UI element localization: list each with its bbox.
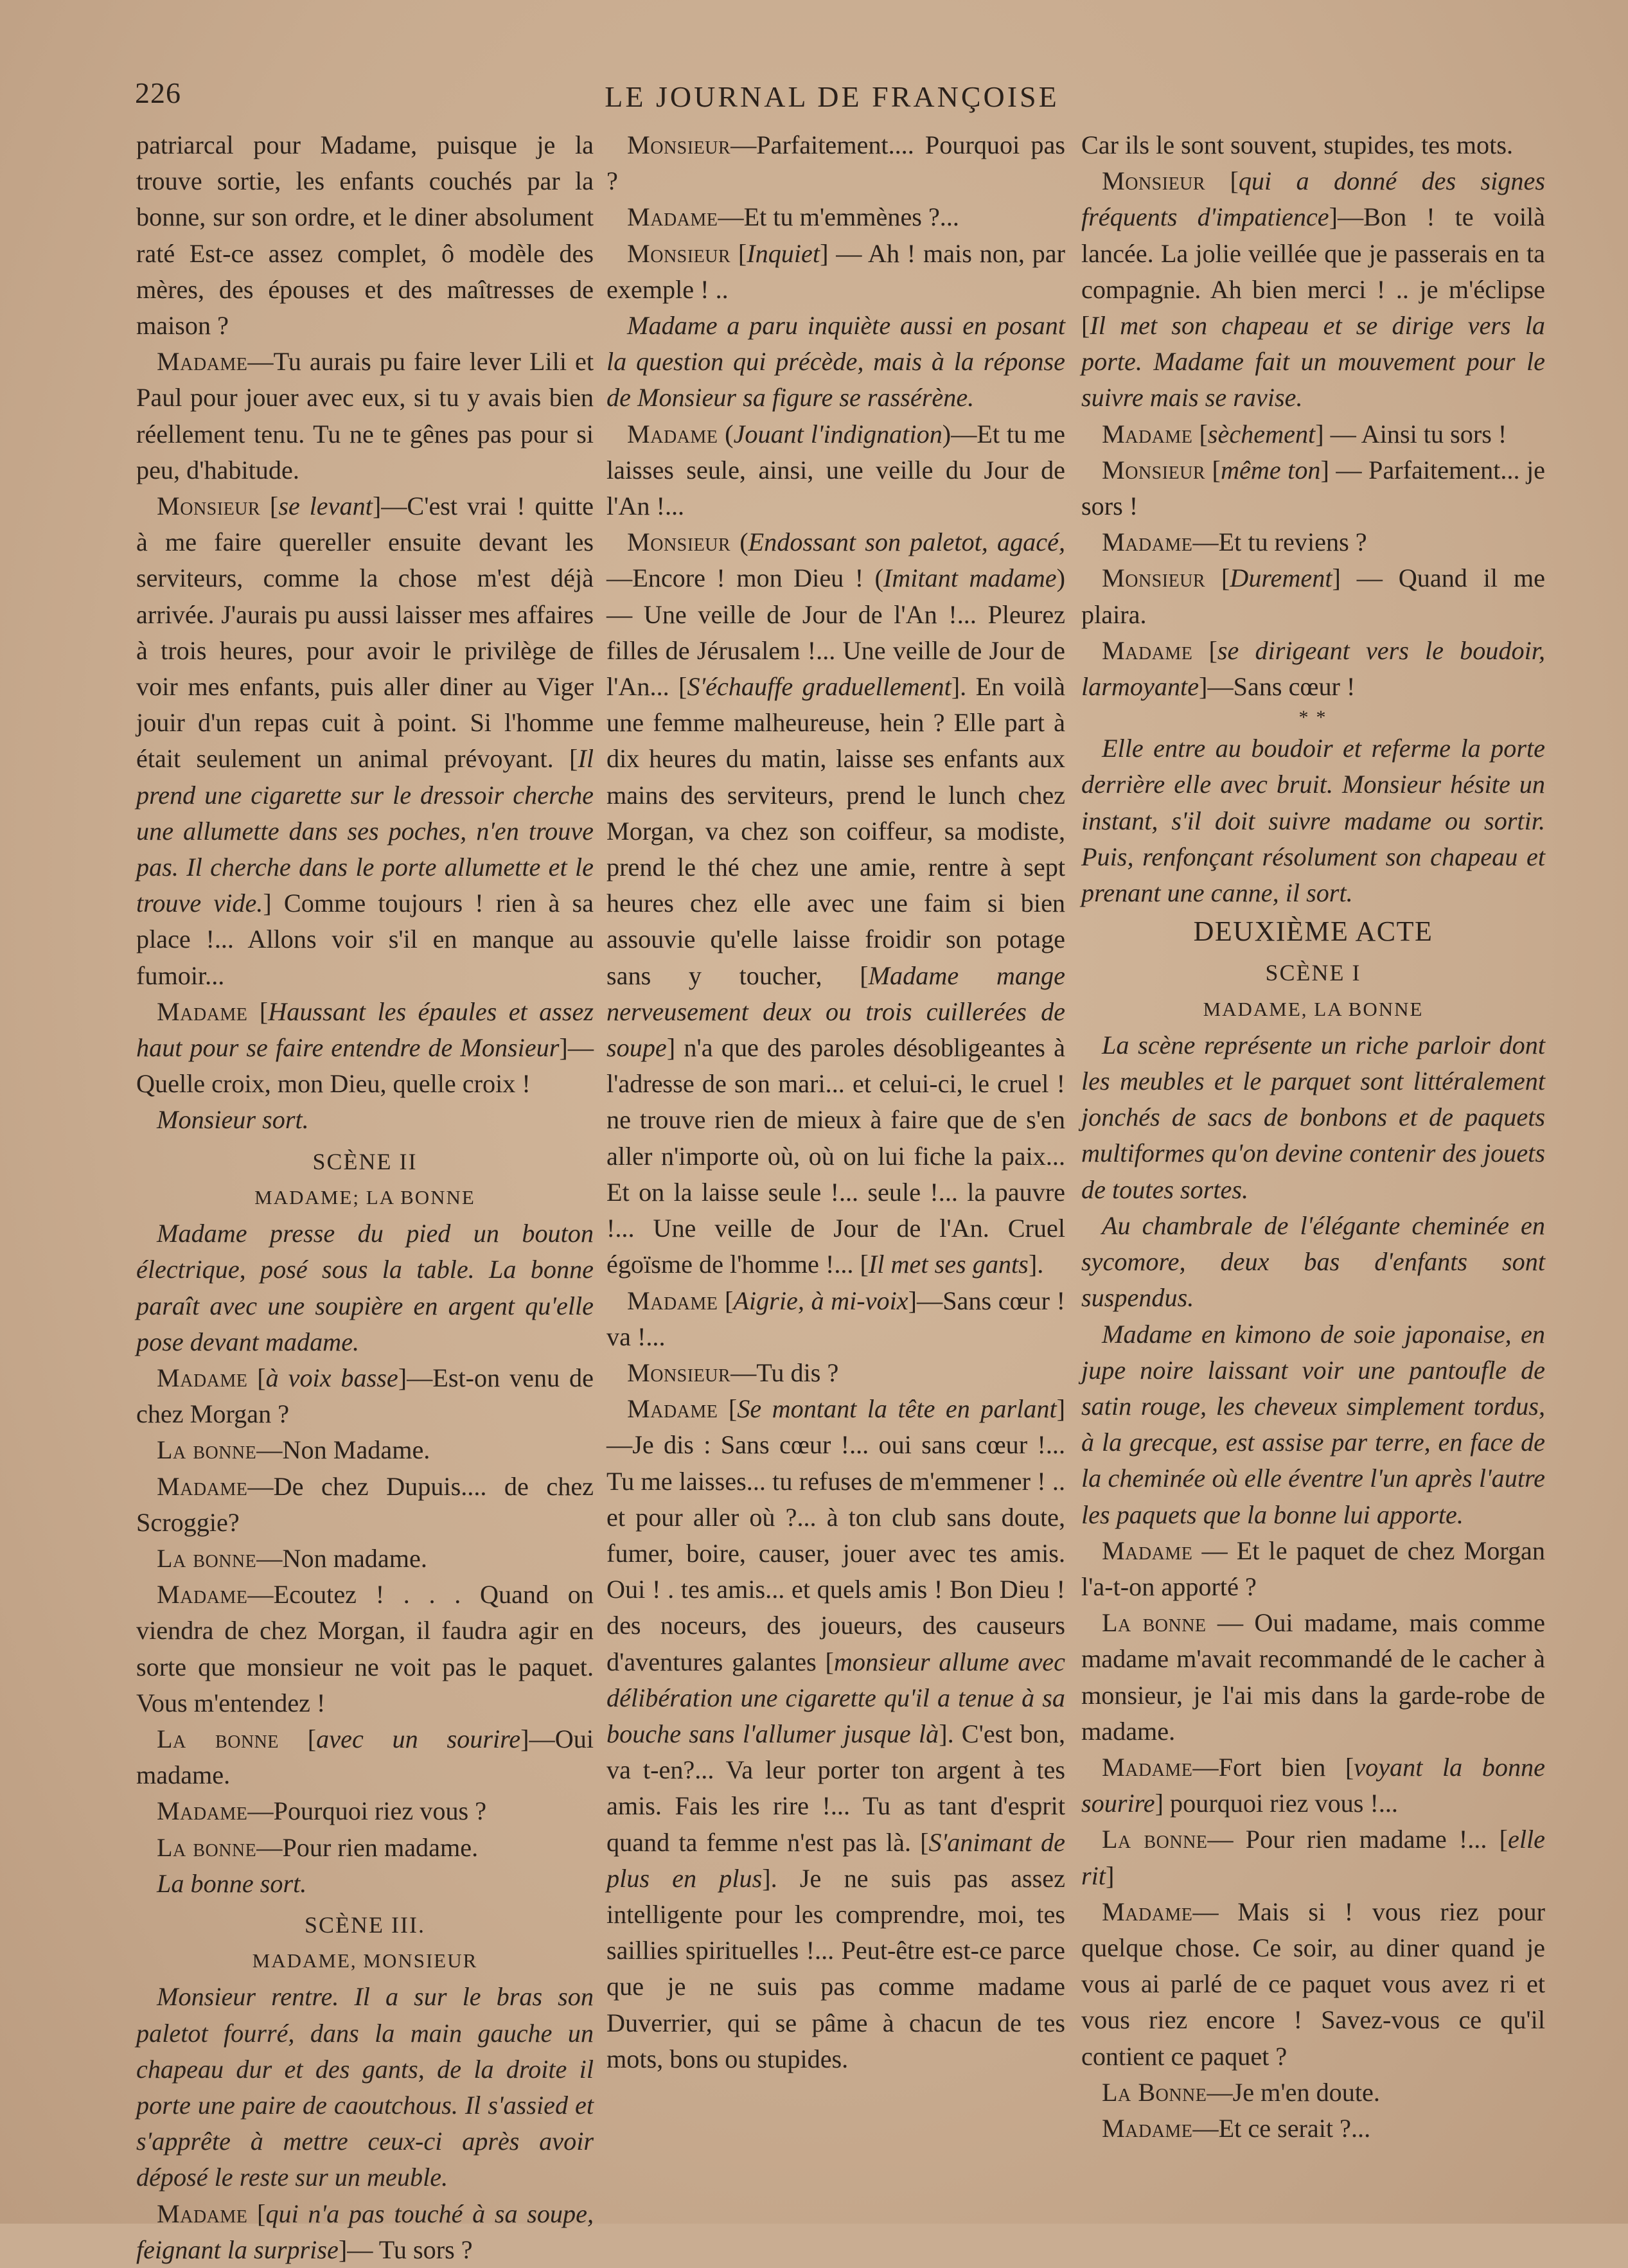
speaker: Monsieur [627, 1358, 731, 1387]
dialogue-line: Monsieur [Durement] — Quand il me plaira. [1081, 563, 1545, 629]
stage-direction: Madame a paru inquiète aussi en posant la question qui précède, mais à la réponse de Monsieur sa figure se rassérène. [606, 311, 1065, 412]
stage-direction: même ton [1220, 455, 1321, 484]
dialogue-line: Monsieur [même ton] — Parfaitement... je sors ! [1081, 455, 1545, 521]
stage-direction: La bonne sort. [157, 1868, 307, 1898]
stage-direction: Madame mange nerveusement deux ou trois cuillerées de soupe [606, 961, 1065, 1063]
speaker: Monsieur [157, 492, 261, 521]
scene-characters: MADAME, LA BONNE [1203, 997, 1424, 1020]
speaker: La bonne [157, 1832, 257, 1862]
speaker: Madame [157, 997, 248, 1026]
text-column-3 [1081, 127, 1545, 2147]
paragraph: Car ils le sont souvent, stupides, tes mots. [1081, 130, 1514, 159]
dialogue-line: Madame—Ecoutez ! . . . Quand on viendra de chez Morgan, il faudra agir en sorte que monsieur ne voit pas le paquet. Vous m'entendez ! [136, 1580, 594, 1717]
dialogue-line: Monsieur (Endossant son paletot, agacé,—Encore ! mon Dieu ! (Imitant madame) — Une veille de Jour de l'An !... Pleurez filles de Jérusalem !... Une veille de Jour de l'An... [S'échauffe graduellement]. En voilà une femme malheureuse, hein ? Elle part à dix heures du matin, laisse ses enfants aux mains des serviteurs, prend le lunch chez Morgan, va chez son coiffeur, sa modiste, prend le thé chez une amie, rentre à sept heures chez elle avec une faim si bien assouvie qu'elle laisse froidir son potage sans y toucher, [Madame mange nerveusement deux ou trois cuillerées de soupe] n'a que des paroles désobligeantes à l'adresse de son mari... et celui-ci, le cruel ! ne trouve rien de mieux à faire que de s'en aller n'importe où, où on lui fiche la paix... Et on la laisse seule !... seule !... la pauvre !... Une veille de Jour de l'An. Cruel égoïsme de l'homme !... [Il met ses gants]. [606, 527, 1065, 1279]
dialogue-line: Madame [Aigrie, à mi-voix]—Sans cœur ! va !... [606, 1286, 1065, 1351]
dialogue-line: Madame [Haussant les épaules et assez haut pour se faire entendre de Monsieur]—Quelle croix, mon Dieu, quelle croix ! [136, 997, 594, 1099]
stage-direction: Monsieur sort. [157, 1105, 309, 1135]
stage-direction: S'animant de plus en plus [606, 1827, 1065, 1893]
dialogue-line: Madame [à voix basse]—Est-on venu de chez Morgan ? [136, 1363, 594, 1429]
dialogue-line: Monsieur [qui a donné des signes fréquents d'impatience]—Bon ! te voilà lancée. La jolie veillée que je passerais en ta compagnie. Ah bien merci ! .. je m'éclipse [Il met son chapeau et se dirige vers la porte. Madame fait un mouvement pour le suivre mais se ravise. [1081, 166, 1545, 412]
speaker: La bonne [1102, 1825, 1208, 1854]
dialogue-line: La bonne — Oui madame, mais comme madame m'avait recommandé de le cacher à monsieur, je l'ai mis dans la garde-robe de madame. [1081, 1608, 1546, 1746]
speaker: Madame [627, 419, 718, 448]
speaker: Madame [157, 1471, 248, 1501]
speaker: Madame [1102, 635, 1193, 665]
scene-heading: SCÈNE III. [305, 1911, 425, 1938]
dialogue-line: La bonne [avec un sourire]—Oui madame. [136, 1724, 594, 1790]
stage-direction: Il met son chapeau et se dirige vers la porte. Madame fait un mouvement pour le suivre mais se ravise. [1081, 311, 1545, 412]
speaker: Madame [1102, 1897, 1193, 1926]
dialogue-line: La bonne—Non Madame. [157, 1435, 430, 1465]
speaker: Madame [157, 347, 248, 377]
speaker: Monsieur [1102, 455, 1206, 484]
speaker: Madame [1102, 2113, 1193, 2143]
speaker: Madame [627, 1394, 718, 1424]
speaker: Madame [157, 1796, 248, 1826]
page-header [135, 76, 1529, 127]
scene-characters: MADAME; LA BONNE [254, 1185, 475, 1209]
stage-direction: Aigrie, à mi-voix [733, 1286, 908, 1315]
speaker: La bonne [157, 1543, 257, 1573]
stage-direction: Monsieur rentre. Il a sur le bras son paletot fourré, dans la main gauche un chapeau dur et des gants, de la droite il porte une paire de caoutchous. Il s'assied et s'apprête à mettre ceux-ci après avoir déposé le reste sur un meuble. [136, 1982, 594, 2192]
stage-direction: Inquiet [747, 238, 820, 268]
stage-direction: Il prend une cigarette sur le dressoir cherche une allumette dans ses poches, n'en trouve pas. Il cherche dans le porte allumette et le trouve vide. [136, 744, 594, 918]
dialogue-line: Madame—Fort bien [voyant la bonne sourire] pourquoi riez vous !... [1081, 1752, 1545, 1818]
speaker: La bonne [1102, 1608, 1207, 1638]
dialogue-line: Madame [se dirigeant vers le boudoir, larmoyante]—Sans cœur ! [1081, 635, 1545, 702]
text-column-2 [606, 127, 1065, 2077]
dialogue-line: La Bonne—Je m'en doute. [1102, 2077, 1380, 2107]
stage-direction: voyant la bonne sourire [1081, 1752, 1545, 1818]
stage-direction: S'échauffe graduellement [687, 672, 951, 702]
dialogue-line: Madame—Et tu reviens ? [1102, 527, 1367, 557]
dialogue-line: Madame—Tu aurais pu faire lever Lili et Paul pour jouer avec eux, si tu y avais bien réellement tenu. Tu ne te gênes pas pour si peu, d'habitude. [136, 347, 594, 484]
dialogue-line: Madame [Se montant la tête en parlant]—Je dis : Sans cœur !... oui sans cœur !... Tu me laisses... tu refuses de m'emmener ! .. et pour aller où ?... à ton club sans doute, fumer, boire, causer, jouer avec tes amis. Oui ! . tes amis... et quels amis ! Bon Dieu ! des noceurs, des joueurs, des causeurs d'aventures galantes [monsieur allume avec délibération une cigarette qu'il a tenue à sa bouche sans l'allumer jusque là]. C'est bon, va t-en?... Va leur porter ton argent à tes amis. Fais les rire !... Tu as tant d'esprit quand ta femme n'est pas là. [S'animant de plus en plus]. Je ne suis pas assez intelligente pour les comprendre, moi, tes saillies spirituelles !... Peut-être est-ce parce que je ne suis pas comme madame Duverrier, qui se pâme à chacun de tes mots, bons ou stupides. [606, 1394, 1065, 2073]
scene-characters: MADAME, MONSIEUR [252, 1949, 478, 1972]
dialogue-line: Monsieur [se levant]—C'est vrai ! quitte à me faire quereller ensuite devant les serviteurs, comme la chose m'est déjà arrivée. J'aurais pu aussi laisser mes affaires à trois heures, pour avoir le privilège de voir mes enfants, puis aller diner au Viger jouir d'un repas cuit à point. Si l'homme était seulement un animal prévoyant. [Il prend une cigarette sur le dressoir cherche une allumette dans ses poches, n'en trouve pas. Il cherche dans le porte allumette et le trouve vide.] Comme toujours ! rien à sa place !... Allons voir s'il en manque au fumoir... [136, 492, 594, 990]
scene-heading: SCÈNE II [312, 1148, 418, 1174]
stage-direction: Au chambrale de l'élégante cheminée en sycomore, deux bas d'enfants sont suspendus. [1081, 1210, 1545, 1313]
speaker: La Bonne [1102, 2077, 1207, 2107]
speaker: La bonne [157, 1724, 279, 1753]
dialogue-line: Madame (Jouant l'indignation)—Et tu me laisses seule, ainsi, une veille du Jour de l'An !... [606, 419, 1065, 521]
speaker: Monsieur [627, 130, 731, 159]
speaker: Madame [1102, 419, 1193, 448]
speaker: Madame [157, 1363, 248, 1392]
act-heading: DEUXIÈME ACTE [1193, 916, 1433, 948]
dialogue-line: Madame—Et ce serait ?... [1102, 2113, 1371, 2143]
dialogue-line: Monsieur—Parfaitement.... Pourquoi pas ? [606, 130, 1065, 196]
stage-direction: se dirigeant vers le boudoir, larmoyante [1081, 635, 1545, 702]
stage-direction: à voix basse [265, 1363, 398, 1392]
stage-direction: se levant [278, 492, 373, 521]
speaker: La bonne [157, 1435, 257, 1465]
dialogue-line: Monsieur [Inquiet] — Ah ! mais non, par exemple ! .. [606, 238, 1065, 304]
stage-direction: avec un sourire [316, 1724, 521, 1753]
scene-heading: SCÈNE I [1265, 960, 1361, 986]
text-column-1 [136, 127, 594, 2268]
asterism: * * [1298, 707, 1328, 729]
stage-direction: Il met ses gants [868, 1250, 1029, 1279]
dialogue-line: La bonne—Pour rien madame. [157, 1832, 479, 1862]
stage-direction: Endossant son paletot, agacé, [748, 527, 1065, 557]
dialogue-line: Madame—De chez Dupuis.... de chez Scroggie? [136, 1471, 594, 1537]
stage-direction: Elle entre au boudoir et referme la porte derrière elle avec bruit. Monsieur hésite un instant, s'il doit suivre madame ou sortir. Puis, renfonçant résolument son chapeau et prenant une canne, il sort. [1081, 734, 1545, 908]
dialogue-line: Madame—Pourquoi riez vous ? [157, 1796, 487, 1826]
stage-direction: qui n'a pas touché à sa soupe, feignant la surprise [136, 2199, 594, 2264]
speaker: Monsieur [627, 238, 731, 268]
speaker: Madame [157, 1580, 248, 1609]
dialogue-line: La bonne—Non madame. [157, 1543, 427, 1573]
stage-direction: sèchement [1207, 419, 1316, 448]
dialogue-line: La bonne— Pour rien madame !... [elle rit] [1081, 1825, 1545, 1890]
dialogue-line: Madame— Mais si ! vous riez pour quelque chose. Ce soir, au diner quand je vous ai parlé de ce paquet vous avez ri et vous riez encore ! Savez-vous ce qu'il contient ce paquet ? [1081, 1897, 1545, 2071]
paragraph: patriarcal pour Madame, puisque je la trouve sortie, les enfants couchés par la bonne, sur son ordre, et le diner absolument raté Est-ce assez complet, ô modèle des mères, des épouses et des maîtresses de maison ? [136, 130, 594, 341]
speaker: Monsieur [1102, 563, 1206, 593]
stage-direction: Durement [1230, 563, 1332, 593]
page-number: 226 [135, 76, 181, 109]
running-title: LE JOURNAL DE FRANÇOISE [605, 80, 1059, 113]
stage-direction: Madame en kimono de soie japonaise, en jupe noire laissant voir une pantoufle de satin rouge, les cheveux simplement tordus, à la grecque, est assise par terre, en face de la cheminée où elle éventre l'un après l'autre les paquets que la bonne lui apporte. [1081, 1319, 1545, 1529]
speaker: Madame [627, 1286, 718, 1315]
stage-direction: Jouant l'indignation [733, 419, 942, 448]
speaker: Madame [1102, 1752, 1193, 1782]
dialogue-line: Madame [sèchement] — Ainsi tu sors ! [1102, 419, 1507, 448]
stage-direction: monsieur allume avec délibération une cigarette qu'il a tenue à sa bouche sans l'allumer jusque là [606, 1647, 1065, 1748]
dialogue-line: Madame [qui n'a pas touché à sa soupe, feignant la surprise]— Tu sors ? [136, 2199, 594, 2264]
stage-direction: Se montant la tête en parlant [737, 1394, 1057, 1424]
dialogue-line: Madame — Et le paquet de chez Morgan l'a-t-on apporté ? [1081, 1536, 1545, 1601]
stage-direction: La scène représente un riche parloir dont les meubles et le parquet sont littéralement jonchés de sacs de bonbons et de paquets multiformes qu'on devine contenir des jouets de toutes sortes. [1081, 1030, 1545, 1204]
stage-direction: elle rit [1081, 1825, 1545, 1890]
speaker: Monsieur [627, 527, 731, 557]
stage-direction: Imitant madame [883, 563, 1057, 593]
stage-direction: Madame presse du pied un bouton électrique, posé sous la table. La bonne paraît avec une soupière en argent qu'elle pose devant madame. [136, 1219, 594, 1356]
dialogue-line: Monsieur—Tu dis ? [627, 1358, 839, 1387]
stage-direction: Haussant les épaules et assez haut pour se faire entendre de Monsieur [136, 997, 594, 1063]
speaker: Monsieur [1102, 166, 1206, 196]
speaker: Madame [157, 2199, 248, 2228]
speaker: Madame [1102, 1536, 1193, 1565]
stage-direction: qui a donné des signes fréquents d'impatience [1081, 166, 1545, 232]
speaker: Madame [627, 202, 718, 232]
speaker: Madame [1102, 527, 1193, 557]
dialogue-line: Madame—Et tu m'emmènes ?... [627, 202, 959, 232]
